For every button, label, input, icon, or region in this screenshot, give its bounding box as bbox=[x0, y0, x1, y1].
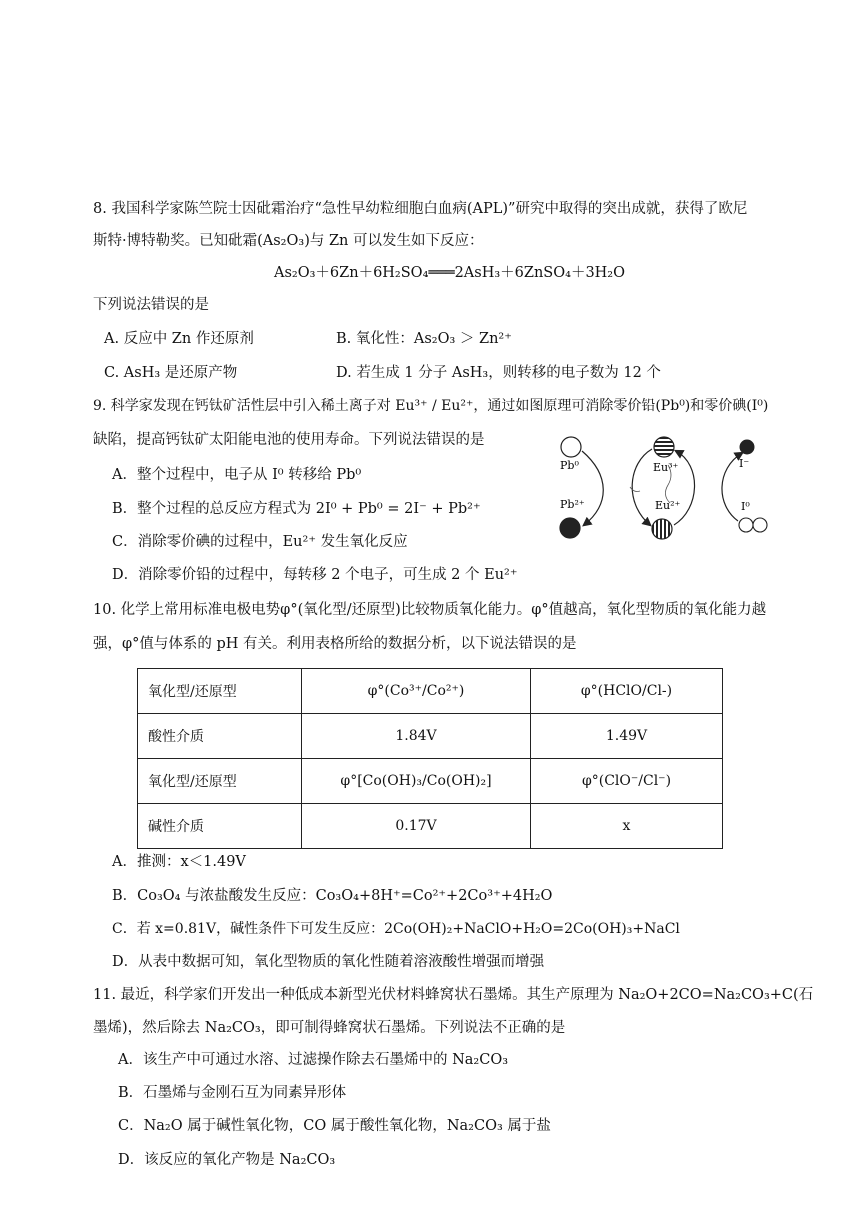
squiggle-mark-2 bbox=[630, 487, 640, 492]
table-cell: 氧化型/还原型 bbox=[138, 759, 302, 804]
i0-atom-2 bbox=[753, 518, 767, 532]
q10-option-b: B．Co₃O₄ 与浓盐酸发生反应：Co₃O₄+8H⁺=Co²⁺+2Co³⁺+4H₂O bbox=[112, 888, 553, 904]
q10-potential-table bbox=[137, 668, 723, 849]
q9-reaction-diagram bbox=[540, 425, 780, 555]
q8-option-d: D. 若生成 1 分子 AsH₃，则转移的电子数为 12 个 bbox=[336, 365, 661, 381]
q9-option-c: C．消除零价碘的过程中，Eu²⁺ 发生氧化反应 bbox=[112, 534, 408, 550]
eu2-circle bbox=[652, 519, 672, 539]
table-row bbox=[138, 804, 723, 849]
table-row bbox=[138, 759, 723, 804]
pb0-circle bbox=[561, 437, 581, 457]
table-cell: φ°(ClO⁻/Cl⁻) bbox=[531, 759, 723, 804]
q8-stem-line2: 斯特·博特勒奖。已知砒霜(As₂O₃)与 Zn 可以发生如下反应： bbox=[93, 233, 484, 249]
q11-option-b: B．石墨烯与金刚石互为同素异形体 bbox=[118, 1085, 347, 1101]
iminus-label: I⁻ bbox=[739, 457, 750, 470]
q8-option-c: C. AsH₃ 是还原产物 bbox=[104, 365, 238, 381]
pb0-label: Pb⁰ bbox=[560, 459, 579, 472]
arrow-pb0-to-pb2 bbox=[582, 451, 603, 525]
table-cell: 碱性介质 bbox=[138, 804, 302, 849]
q10-stem-line2: 强，φ°值与体系的 pH 有关。利用表格所给的数据分析，以下说法错误的是 bbox=[93, 636, 577, 652]
i0-atom-1 bbox=[739, 518, 753, 532]
eu3-label: Eu³⁺ bbox=[653, 461, 679, 474]
q11-option-d: D．该反应的氧化产物是 Na₂CO₃ bbox=[118, 1152, 336, 1168]
table-cell: φ°(HClO/Cl-) bbox=[531, 669, 723, 714]
q8-option-a: A. 反应中 Zn 作还原剂 bbox=[104, 331, 254, 347]
arrow-eu3-to-eu2 bbox=[632, 449, 652, 525]
q9-option-b: B．整个过程的总反应方程式为 2I⁰ + Pb⁰ = 2I⁻ + Pb²⁺ bbox=[112, 501, 481, 517]
table-cell: 氧化型/还原型 bbox=[138, 669, 302, 714]
q11-stem-line2: 墨烯)，然后除去 Na₂CO₃，即可制得蜂窝状石墨烯。下列说法不正确的是 bbox=[93, 1020, 566, 1036]
eu3-circle bbox=[654, 437, 674, 457]
table-row bbox=[138, 669, 723, 714]
pb2-circle bbox=[560, 518, 580, 538]
q10-option-d: D．从表中数据可知，氧化型物质的氧化性随着溶液酸性增强而增强 bbox=[112, 954, 545, 970]
q10-stem-line1: 10. 化学上常用标准电极电势φ°(氧化型/还原型)比较物质氧化能力。φ°值越高，氧化型物质的氧化能力越 bbox=[93, 602, 767, 618]
pb2-label: Pb²⁺ bbox=[560, 498, 585, 511]
q8-stem-line1: 8. 我国科学家陈竺院士因砒霜治疗“急性早幼粒细胞白血病(APL)”研究中取得的突出成就，获得了欧尼 bbox=[93, 201, 748, 217]
table-cell: φ°(Co³⁺/Co²⁺) bbox=[302, 669, 531, 714]
q9-stem-line2: 缺陷，提高钙钛矿太阳能电池的使用寿命。下列说法错误的是 bbox=[93, 432, 485, 448]
table-row bbox=[138, 714, 723, 759]
table-cell: x bbox=[531, 804, 723, 849]
q8-option-b: B. 氧化性：As₂O₃ ＞ Zn²⁺ bbox=[336, 331, 512, 347]
eu2-label: Eu²⁺ bbox=[655, 499, 681, 512]
table-cell: 1.49V bbox=[531, 714, 723, 759]
q11-option-c: C．Na₂O 属于碱性氧化物，CO 属于酸性氧化物，Na₂CO₃ 属于盐 bbox=[118, 1118, 551, 1134]
table-cell: φ°[Co(OH)₃/Co(OH)₂] bbox=[302, 759, 531, 804]
q11-stem-line1: 11. 最近，科学家们开发出一种低成本新型光伏材料蜂窝状石墨烯。其生产原理为 Na₂O+2CO=Na₂CO₃+C(石 bbox=[93, 987, 814, 1003]
q9-stem-line1: 9. 科学家发现在钙钛矿活性层中引入稀土离子对 Eu³⁺ / Eu²⁺，通过如图原理可消除零价铅(Pb⁰)和零价碘(I⁰) bbox=[93, 398, 769, 414]
q8-equation: As₂O₃＋6Zn＋6H₂SO₄═══2AsH₃＋6ZnSO₄＋3H₂O bbox=[274, 265, 626, 281]
q10-option-c: C．若 x=0.81V，碱性条件下可发生反应：2Co(OH)₂+NaClO+H₂O=2Co(OH)₃+NaCl bbox=[112, 921, 680, 937]
q8-prompt: 下列说法错误的是 bbox=[93, 297, 209, 313]
q9-option-d: D．消除零价铅的过程中，每转移 2 个电子，可生成 2 个 Eu²⁺ bbox=[112, 567, 518, 583]
table-cell: 1.84V bbox=[302, 714, 531, 759]
i0-label: I⁰ bbox=[741, 500, 750, 513]
table-cell: 酸性介质 bbox=[138, 714, 302, 759]
table-cell: 0.17V bbox=[302, 804, 531, 849]
q9-option-a: A．整个过程中，电子从 I⁰ 转移给 Pb⁰ bbox=[112, 467, 362, 483]
q11-option-a: A．该生产中可通过水溶、过滤操作除去石墨烯中的 Na₂CO₃ bbox=[118, 1052, 509, 1068]
iminus-circle bbox=[740, 440, 754, 454]
q10-option-a: A．推测：x＜1.49V bbox=[112, 854, 246, 870]
